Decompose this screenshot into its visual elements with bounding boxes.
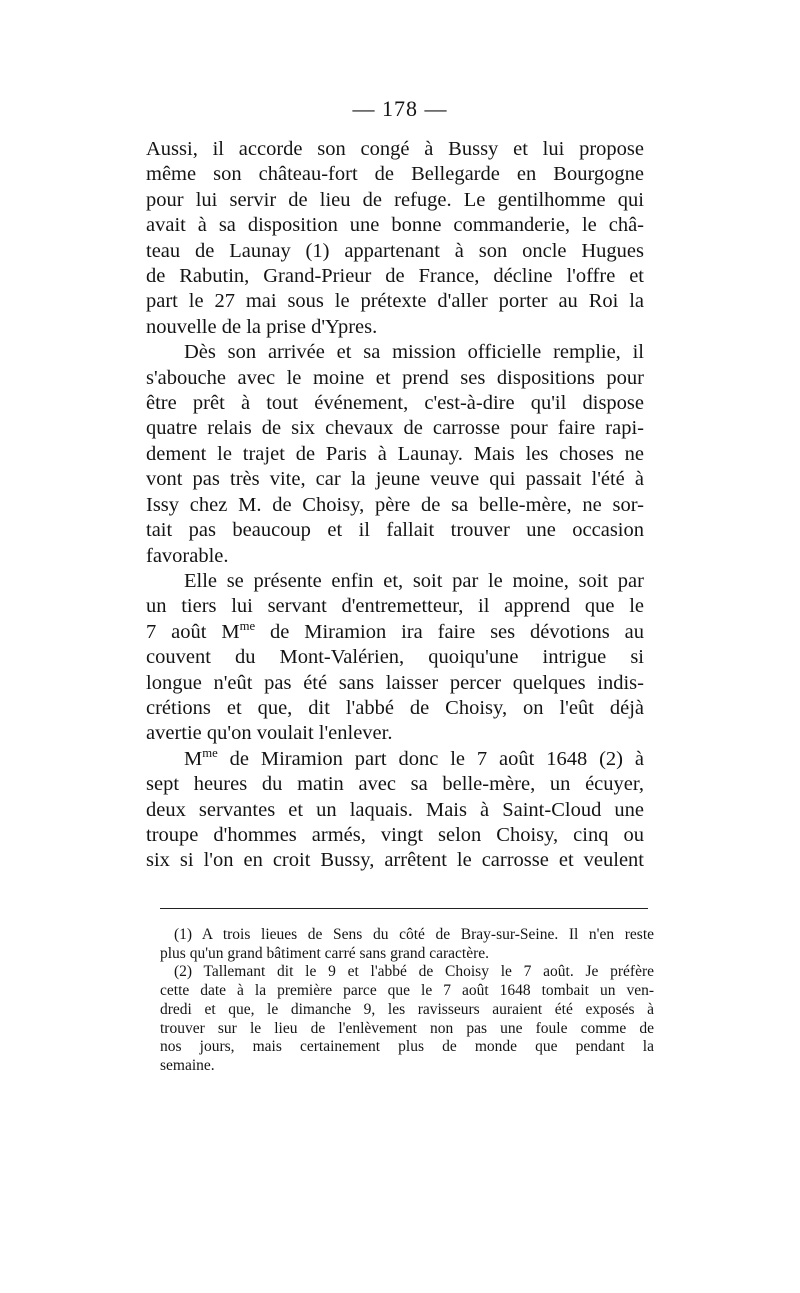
body-line [146,747,644,772]
body-line: avertie qu'on voulait l'enlever. [146,722,393,745]
footnote-line: trouver sur le lieu de l'enlèvement non pas une foule comme de [160,1019,654,1037]
body-line: Dès son arrivée et sa mission officielle remplie, il [184,341,644,364]
footnotes [160,926,654,1076]
superscript: me [239,618,256,633]
footnote-line: nos jours, mais certainement plus de monde que pendant la [160,1038,654,1056]
body-line: Elle se présente enfin et, soit par le moine, soit par [184,569,644,592]
footnote-line: (2) Tallemant dit le 9 et l'abbé de Choisy le 7 août. Je préfère [174,963,654,981]
footnote-line: dredi et que, le dimanche 9, les ravisseurs auraient été exposés à [160,1000,654,1018]
body-line: tait pas beaucoup et il fallait trouver une occasion [146,519,644,542]
body-line: sept heures du matin avec sa belle-mère, un écuyer, [146,773,644,796]
footnote-divider [160,908,648,909]
body-line-part: de Miramion ira faire ses dévotions au [255,620,644,643]
body-line-part: 7 août M [146,620,240,643]
page-number: — 178 — [352,96,448,121]
body-line: teau de Launay (1) appartenant à son oncle Hugues [146,239,644,262]
body-line: nouvelle de la prise d'Ypres. [146,315,378,338]
body-line: crétions et que, dit l'abbé de Choisy, on l'eût déjà [146,696,644,719]
body-line-part: M [184,747,203,770]
body-line: deux servantes et un laquais. Mais à Saint-Cloud une [146,798,644,821]
body-line: Issy chez M. de Choisy, père de sa belle-mère, ne sor- [146,493,644,516]
body-line: Aussi, il accorde son congé à Bussy et lui propose [146,138,644,160]
body-line: couvent du Mont-Valérien, quoiqu'une intrigue si [146,646,644,669]
body-line [146,620,644,645]
body-line: longue n'eût pas été sans laisser percer quelques indis- [146,671,644,694]
body-line: quatre relais de six chevaux de carrosse pour faire rapi- [146,417,644,440]
body-line: favorable. [146,544,229,567]
body-line: même son château-fort de Bellegarde en Bourgogne [146,163,644,186]
body-line: avait à sa disposition une bonne commanderie, le châ- [146,214,644,237]
body-line: six si l'on en croit Bussy, arrêtent le carrosse et veulent [146,849,644,872]
body-line-part: de Miramion part donc le 7 août 1648 (2) à [217,747,644,770]
body-text [146,137,644,874]
body-line: dement le trajet de Paris à Launay. Mais les choses ne [146,442,644,465]
body-line: de Rabutin, Grand-Prieur de France, décline l'offre et [146,265,644,288]
footnote-line: (1) A trois lieues de Sens du côté de Bray-sur-Seine. Il n'en reste [174,926,654,943]
footnote-line: plus qu'un grand bâtiment carré sans grand caractère. [160,944,490,962]
body-line: être prêt à tout événement, c'est-à-dire qu'il dispose [146,392,644,415]
body-line: pour lui servir de lieu de refuge. Le gentilhomme qui [146,188,644,211]
footnote-line: semaine. [160,1056,215,1074]
body-line: troupe d'hommes armés, vingt selon Choisy, cinq ou [146,823,644,846]
superscript: me [202,745,218,760]
footnote-line: cette date à la première parce que le 7 août 1648 tombait un ven- [160,982,654,1000]
body-line: un tiers lui servant d'entremetteur, il apprend que le [146,595,644,618]
body-line: vont pas très vite, car la jeune veuve qui passait l'été à [146,468,644,491]
body-line: part le 27 mai sous le prétexte d'aller porter au Roi la [146,290,644,313]
body-line: s'abouche avec le moine et prend ses dispositions pour [146,366,644,389]
